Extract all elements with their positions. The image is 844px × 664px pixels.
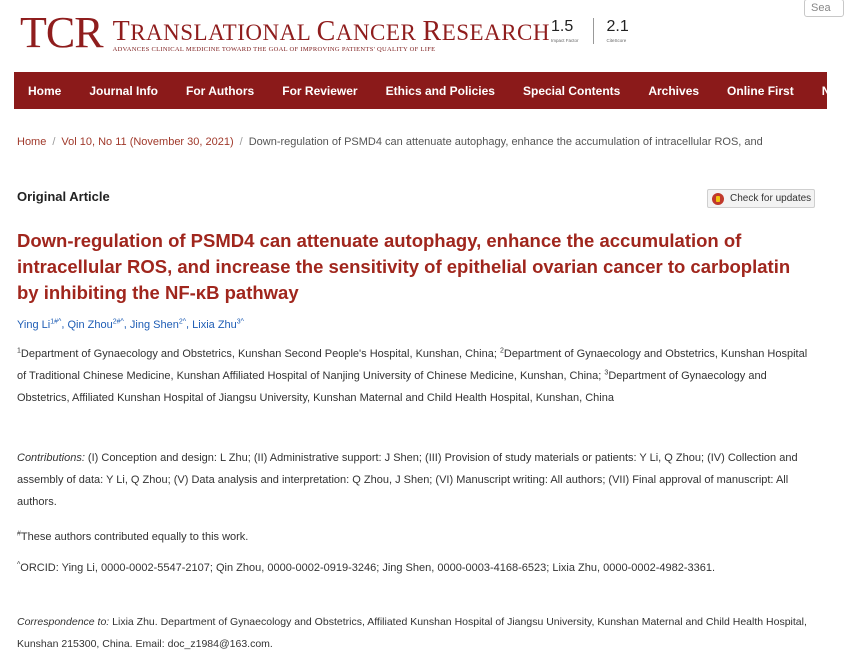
main-nav xyxy=(14,72,831,109)
nav-for-authors[interactable]: For Authors xyxy=(186,83,255,98)
nav-archives[interactable]: Archives xyxy=(648,83,700,98)
nav-home[interactable]: Home xyxy=(28,83,62,98)
nav-more[interactable]: N xyxy=(821,83,831,98)
article-title: Down-regulation of PSMD4 can attenuate autophagy, enhance the accumulation of intracellular ROS, and increase the sensitivity of epithelial ovarian cancer to carboplatin by inhibiting the NF-κB pathway xyxy=(17,230,791,303)
breadcrumb-home[interactable]: Home xyxy=(17,136,47,148)
author-link[interactable]: Qin Zhou$^{2\#\^{}}$ xyxy=(67,318,124,331)
citescore-label: CiteScore xyxy=(606,38,627,43)
check-for-updates-button[interactable] xyxy=(707,189,815,208)
impact-factor xyxy=(551,18,579,43)
search-input[interactable]: Sea xyxy=(804,0,844,17)
breadcrumb-separator: / xyxy=(52,136,56,148)
equal-contribution-note: #These authors contributed equally to this work. xyxy=(17,530,249,543)
nav-special-contents[interactable]: Special Contents xyxy=(522,83,621,98)
author-link[interactable]: Jing Shen$^{2\^{}}$ xyxy=(129,318,187,331)
logo-text xyxy=(112,16,551,53)
breadcrumb-separator: / xyxy=(239,136,243,148)
site-header xyxy=(0,0,831,70)
nav-ethics-policies[interactable]: Ethics and Policies xyxy=(385,83,495,98)
citescore xyxy=(607,18,629,43)
author-link[interactable]: Ying $Li^{1\#\^{}}$ xyxy=(17,318,62,331)
impact-factor-label: Impact Factor xyxy=(551,38,579,43)
journal-tagline: ADVANCES CLINICAL MEDICINE TOWARD THE GOAL OF IMPROVING PATIENTS' QUALITY OF LIFE xyxy=(112,46,436,53)
crossmark-icon xyxy=(712,193,724,205)
orcid-list: ^ORCID: Ying Li, 0000-0002-5547-2107; Qin Zhou, 0000-0002-0919-3246; Jing Shen, 0000-0003-4168-6523; Lixia Zhu, 0000-0002-4982-3361. xyxy=(17,561,716,574)
metric-divider xyxy=(593,18,594,44)
journal-metrics xyxy=(551,18,629,44)
breadcrumb-current: Down-regulation of PSMD4 can attenuate autophagy, enhance the accumulation of intracellular ROS, and xyxy=(248,136,763,148)
author-list: Ying $Li^{1\#\^{}}$, Qin Zhou$^{2\#\^{}}$, Jing Shen$^{2\^{}}$, Lixia Zhu$^{3\^{}}$ xyxy=(17,318,244,331)
check-updates-label: Check for updates xyxy=(730,193,812,204)
journal-logo[interactable] xyxy=(20,8,551,57)
citescore-value: 2.1 xyxy=(606,18,629,35)
journal-title: TRANSLATIONAL CANCER RESEARCH xyxy=(112,16,551,47)
contributions: Contributions: (I) Conception and design: L Zhu; (II) Administrative support: J Shen; (III) Provision of study materials or patients: Y Li, Q Zhou; (IV) Collection and assembly of data: Y Li, Q Zhou; (V) Data analysis and interpretation: Q Zhou, J Shen; (VI) Manuscript writing: All authors; (VII) Final approval of manuscript: All authors. xyxy=(17,452,798,508)
nav-journal-info[interactable]: Journal Info xyxy=(89,83,159,98)
correspondence: Correspondence to: Lixia Zhu. Department of Gynaecology and Obstetrics, Affiliated Kunshan Hospital of Jiangsu University, Kunshan Maternal and Child Health Hospital, Kunshan 215300, China. Email: doc_z1984@163.com. xyxy=(17,616,807,650)
affiliations: $^1$Department of Gynaecology and Obstetrics, Kunshan Second People's Hospital, Kunshan, China; $^2$Department of Gynaecology and Obstetrics, Kunshan Hospital of Traditional Chinese Medicine, Kunshan Affiliated Hospital of Nanjing University of Chinese Medicine, Kunshan, China; $^3$Department of Gynaecology and Obstetrics, Affiliated Kunshan Hospital of Jiangsu University, Kunshan Maternal and Child Health Hospital, Kunshan, China xyxy=(17,347,808,404)
nav-for-reviewer[interactable]: For Reviewer xyxy=(282,83,358,98)
article-type: Original Article xyxy=(17,189,110,204)
breadcrumb xyxy=(17,136,827,148)
breadcrumb-issue[interactable]: Vol 10, No 11 (November 30, 2021) xyxy=(61,136,234,148)
author-link[interactable]: Lixia Zhu$^{3\^{}}$ xyxy=(192,318,244,331)
impact-factor-value: 1.5 xyxy=(551,18,574,35)
logo-mark: TCR xyxy=(20,8,103,57)
nav-online-first[interactable]: Online First xyxy=(727,83,794,98)
